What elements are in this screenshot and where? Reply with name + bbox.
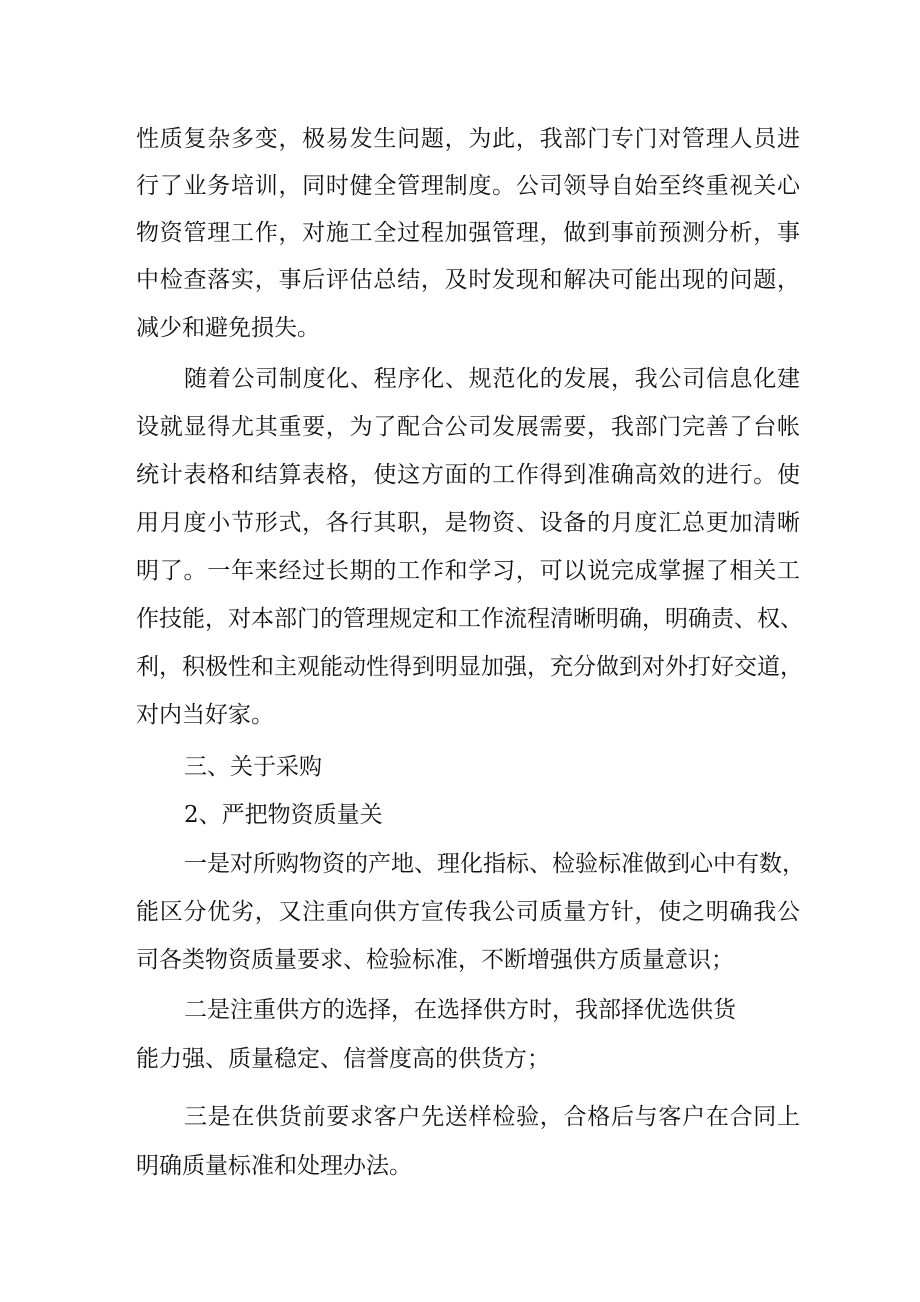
text-line: 中检查落实，事后评估总结，及时发现和解决可能出现的问题， [136,267,800,293]
text-line: 设就显得尤其重要，为了配合公司发展需要，我部门完善了台帐 [136,414,800,440]
text-line: 利，积极性和主观能动性得到明显加强，充分做到对外打好交道， [136,654,803,680]
text-line: 能区分优劣，又注重向供方宣传我公司质量方针，使之明确我公 [136,899,800,925]
text-line: 能力强、质量稳定、信誉度高的供货方； [136,1046,550,1072]
text-line: 三是在供货前要求客户先送样检验，合格后与客户在合同上 [184,1104,800,1130]
text-line: 用月度小节形式，各行其职，是物资、设备的月度汇总更加清晰 [136,510,800,536]
text-line: 明了。一年来经过长期的工作和学习，可以说完成掌握了相关工 [136,558,800,584]
text-line: 二是注重供方的选择，在选择供方时，我部择优选供货 [184,997,736,1023]
text-line: 明确质量标准和处理办法。 [136,1153,412,1179]
section-heading: 三、关于采购 [184,754,322,780]
subsection-heading: 2、严把物资质量关 [184,802,383,828]
text-line: 减少和避免损失。 [136,315,320,341]
text-line: 行了业务培训，同时健全管理制度。公司领导自始至终重视关心 [136,173,800,199]
text-line: 物资管理工作，对施工全过程加强管理，做到事前预测分析，事 [136,220,800,246]
text-line: 随着公司制度化、程序化、规范化的发展，我公司信息化建 [184,366,800,392]
text-line: 统计表格和结算表格，使这方面的工作得到准确高效的进行。使 [136,462,800,488]
text-line: 作技能，对本部门的管理规定和工作流程清晰明确，明确责、权、 [136,606,803,632]
text-line: 司各类物资质量要求、检验标准，不断增强供方质量意识； [136,947,734,973]
text-line: 性质复杂多变，极易发生问题，为此，我部门专门对管理人员进 [136,126,800,152]
text-line: 对内当好家。 [136,702,274,728]
text-line: 一是对所购物资的产地、理化指标、检验标准做到心中有数， [184,851,805,877]
